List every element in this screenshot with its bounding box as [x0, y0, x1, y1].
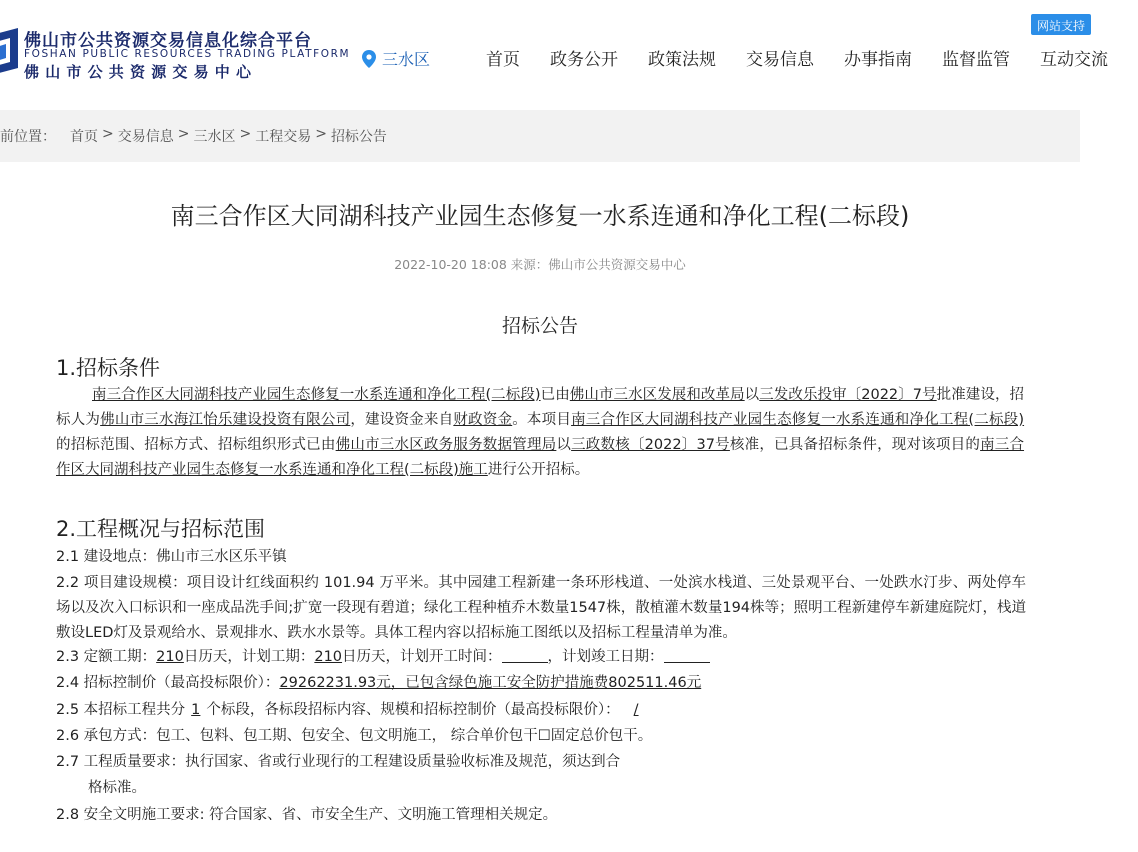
- text-fragment: 2.5 本招标工程共分: [56, 702, 186, 718]
- text-fragment: 已由: [540, 387, 570, 403]
- breadcrumb-separator: >: [315, 126, 327, 142]
- text-fragment: 以: [556, 437, 572, 453]
- nav-trading-info[interactable]: 交易信息: [746, 50, 814, 70]
- text-fragment: 2.3 定额工期：: [56, 649, 157, 665]
- breadcrumb-district[interactable]: 三水区: [193, 129, 236, 145]
- start-date-blank: [502, 647, 548, 663]
- location-label: 三水区: [382, 50, 431, 69]
- approval-number: 三发改乐投审〔2022〕7号: [759, 387, 937, 403]
- quota-duration: 210: [156, 649, 184, 665]
- item-2-3-duration: [56, 645, 1036, 670]
- text-fragment: 核准，已具备招标条件，现对该项目的: [729, 437, 981, 453]
- nav-supervision[interactable]: 监督监管: [942, 50, 1010, 70]
- approval-number-2: 三政数核〔2022〕37号: [571, 437, 730, 453]
- logo-title-en: FOSHAN PUBLIC RESOURCES TRADING PLATFORM: [24, 48, 351, 60]
- item-2-7-quality: 2.7 工程质量要求：执行国家、省或行业现行的工程建设质量验收标准及规范，须达到合: [56, 754, 621, 770]
- item-2-1-location: 2.1 建设地点：佛山市三水区乐平镇: [56, 549, 287, 565]
- item-2-2-scale: 2.2 项目建设规模：项目设计红线面积约 101.94 万平米。其中园建工程新建一条环形栈道、一处滨水栈道、三处景观平台、一处跌水汀步、两处停车场以及次入口标识和一座成品洗手间;扩宽一段现有碧道；绿化工程种植乔木数量1547株，散植灌木数量194株等；照明工程新建停车新建庭院灯，栈道敷设LED灯及景观给水、景观排水、跌水水景等。具体工程内容以招标施工图纸以及招标工程量清单为准。: [56, 575, 1026, 641]
- item-2-8-safety: 2.8 安全文明施工要求: 符合国家、省、市安全生产、文明施工管理相关规定。: [56, 807, 558, 823]
- text-fragment: 的招标范围、招标方式、招标组织形式已由: [56, 437, 336, 453]
- project-name: 南三合作区大同湖科技产业园生态修复一水系连通和净化工程(二标段): [92, 387, 541, 403]
- platform-logo-icon[interactable]: [0, 28, 18, 78]
- item-2-5-lots: [56, 698, 1036, 723]
- logo-center-name: 佛山市公共资源交易中心: [24, 63, 258, 81]
- approval-authority: 佛山市三水区发展和改革局: [569, 387, 745, 403]
- breadcrumb-prefix: 前位置：: [0, 129, 56, 145]
- nav-interaction[interactable]: 互动交流: [1040, 50, 1108, 70]
- section-heading-conditions: 1.招标条件: [56, 356, 161, 380]
- text-fragment: 。本项目: [512, 412, 572, 428]
- funding-source: 财政资金: [453, 412, 513, 428]
- site-header: [0, 0, 1108, 110]
- article-title: 南三合作区大同湖科技产业园生态修复一水系连通和净化工程(二标段): [170, 202, 910, 230]
- text-fragment: 批准建设，招标人为: [56, 387, 1025, 428]
- text-fragment: 进行公开招标。: [487, 462, 590, 478]
- location-selector[interactable]: [362, 47, 430, 70]
- breadcrumb-engineering[interactable]: 工程交易: [255, 129, 312, 145]
- control-price-value: 29262231.93元，已包含绿色施工安全防护措施费802511.46元: [279, 675, 702, 691]
- main-nav: [486, 45, 1138, 70]
- breadcrumb-trading-info[interactable]: 交易信息: [117, 129, 174, 145]
- project-name: 南三合作区大同湖科技产业园生态修复一水系连通和净化工程(二标段): [571, 412, 1025, 428]
- breadcrumb-separator: >: [177, 126, 190, 142]
- text-fragment: ，建设资金来自: [350, 412, 454, 428]
- breadcrumb-bar: [0, 110, 1080, 162]
- item-2-4-control-price: [56, 671, 1036, 696]
- item-2-6-contract-method: 2.6 承包方式：包工、包料、包工期、包安全、包文明施工， 综合单价包干☐固定总价包干。: [56, 728, 653, 744]
- lot-details: /: [633, 702, 639, 718]
- text-fragment: 以: [744, 387, 760, 403]
- article-meta: 2022-10-20 18:08 来源：佛山市公共资源交易中心: [394, 257, 686, 272]
- planned-duration: 210: [314, 649, 343, 665]
- project-construction-name: 南三合作区大同湖科技产业园生态修复一水系连通和净化工程(二标段)施工: [56, 437, 1025, 478]
- section-heading-overview: 2.工程概况与招标范围: [56, 517, 266, 541]
- tenderer-name: 佛山市三水海江怡乐建设投资有限公司: [100, 412, 351, 428]
- finish-date-blank: [664, 647, 710, 663]
- approval-bureau: 佛山市三水区政务服务数据管理局: [335, 437, 557, 453]
- item-2-7-quality-cont: 格标准。: [88, 780, 146, 796]
- section-conditions-paragraph: [56, 383, 1024, 483]
- nav-home[interactable]: 首页: [486, 50, 520, 70]
- notice-title: 招标公告: [501, 315, 578, 337]
- breadcrumb-home[interactable]: 首页: [70, 129, 98, 145]
- breadcrumb-separator: >: [102, 126, 114, 142]
- map-pin-icon: [362, 50, 376, 68]
- nav-government-affairs[interactable]: 政务公开: [550, 50, 618, 70]
- text-fragment: 日历天，计划工期：: [183, 649, 315, 665]
- breadcrumb-current[interactable]: 招标公告: [330, 129, 387, 145]
- nav-service-guide[interactable]: 办事指南: [844, 50, 912, 70]
- breadcrumb: [0, 126, 387, 146]
- site-support-badge[interactable]: 网站支持: [1031, 14, 1091, 35]
- nav-policies[interactable]: 政策法规: [648, 50, 716, 70]
- text-fragment: 2.4 招标控制价（最高投标限价）：: [56, 675, 280, 691]
- text-fragment: 日历天，计划开工时间：: [342, 649, 502, 665]
- lot-count: 1: [191, 702, 201, 718]
- text-fragment: ，计划竣工日期：: [547, 649, 664, 665]
- logo-title-cn[interactable]: 佛山市公共资源交易信息化综合平台: [24, 31, 312, 51]
- breadcrumb-separator: >: [239, 126, 252, 142]
- text-fragment: 个标段，各标段招标内容、规模和招标控制价（最高投标限价）：: [206, 702, 620, 718]
